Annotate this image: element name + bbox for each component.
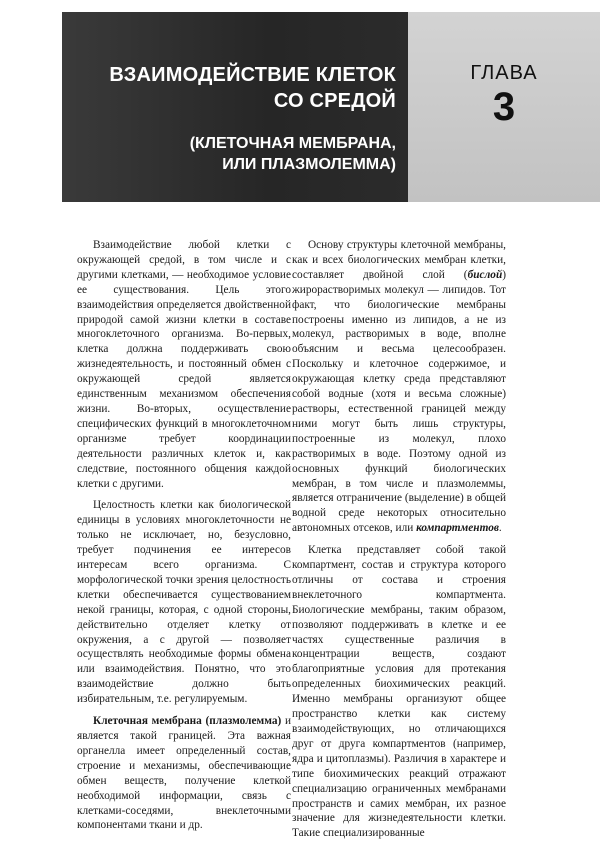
text-run: и является такой границей. Эта важная органелла имеет определенный состав, строение и механизмы, обеспечивающие обмен веществ, получение клеткой необходимой информации, связь с клетками-соседями, внеклеточными компонентами ткани и др. bbox=[77, 715, 291, 832]
chapter-number: 3 bbox=[492, 85, 516, 129]
chapter-title: ВЗАИМОДЕЙСТВИЕ КЛЕТОК СО СРЕДОЙ bbox=[109, 64, 396, 112]
paragraph bbox=[77, 714, 291, 833]
chapter-subtitle: (КЛЕТОЧНАЯ МЕМБРАНА, ИЛИ ПЛАЗМОЛЕММА) bbox=[189, 135, 396, 173]
chapter-label: ГЛАВА bbox=[470, 62, 538, 84]
paragraph: Клетка представляет собой такой компартмент, состав и структура которого отличны от состава и строения внеклеточного компартмента. Биологические мембраны, таким образом, позволяют поддерживать в клетке и ее частях существенные различия в концентрации веществ, создают благоприятные условия для протекания определенных биохимических реакций. Именно мембраны организуют общее пространство клетки как систему взаимодействующих, но отличающихся друг от друга компартментов (например, ядра и цитоплазмы). Различия в характере и типе биохимических реакций отражают специализацию ограниченных мембранами пространств и самих мембран, их разное значение для жизнедеятельности клетки. Такие специализированные bbox=[292, 544, 506, 840]
paragraph bbox=[292, 238, 506, 536]
right-column bbox=[292, 238, 506, 848]
term-bold-italic: бислой bbox=[467, 268, 503, 281]
text-run: ) жирорастворимых молекул — липидов. Тот факт, что биологические мембраны построены именно из липидов, а не из молекул, растворимых в воде, вполне объясним и весьма целесообразен. Поскольку и клеточное содержимое, и окружающая клетку среда представляют собой водные (хотя и весьма сложные) растворы, естественной границей между ними могут быть лишь структуры, построенные из молекул, плохо растворимых в воде. Поэтому одной из основных функций биологических мембран, в том числе и плазмолеммы, является отграничение (выделение) в общей водной среде некоторых относительно автономных отсеков, или bbox=[292, 268, 506, 535]
paragraph: Взаимодействие любой клетки с окружающей средой, в том числе и с другими клетками, — необходимое условие ее существования. Цель этого взаимодействия определяется двойственной природой самой жизни клетки в составе многоклеточного организма. Во-первых, клетка должна поддерживать свою жизнедеятельность, и постоянный обмен с окружающей средой является единственным механизмом обеспечения жизни. Во-вторых, осуществление специфических функций в многоклеточном организме требует координации деятельности различных клеток и, как следствие, постоянного общения каждой клетки с другими. bbox=[77, 239, 291, 490]
text-run: Основу структуры клеточной мембраны, как и всех биологических мембран клетки, составляет двойной слой ( bbox=[292, 239, 506, 281]
term-bold-italic: компартментов bbox=[416, 522, 499, 535]
text-run: . bbox=[498, 522, 502, 535]
term-bold: Клеточная мембрана (плазмолемма) bbox=[93, 715, 282, 728]
chapter-number-panel bbox=[408, 12, 600, 202]
paragraph: Целостность клетки как биологической единицы в условиях многоклеточности не только не исключает, но, безусловно, требует подчинения ее интересов интересам всего организма. С морфологической точки зрения целостность клетки обеспечивается существованием некой границы, которая, с одной стороны, действительно отделяет клетку от окружения, а с другой — позволяет осуществлять необходимые формы обмена или взаимодействия. Понятно, что это взаимодействие должно быть избирательным, т.е. регулируемым. bbox=[77, 499, 291, 706]
chapter-title-panel bbox=[62, 12, 408, 202]
chapter-header bbox=[62, 12, 600, 202]
